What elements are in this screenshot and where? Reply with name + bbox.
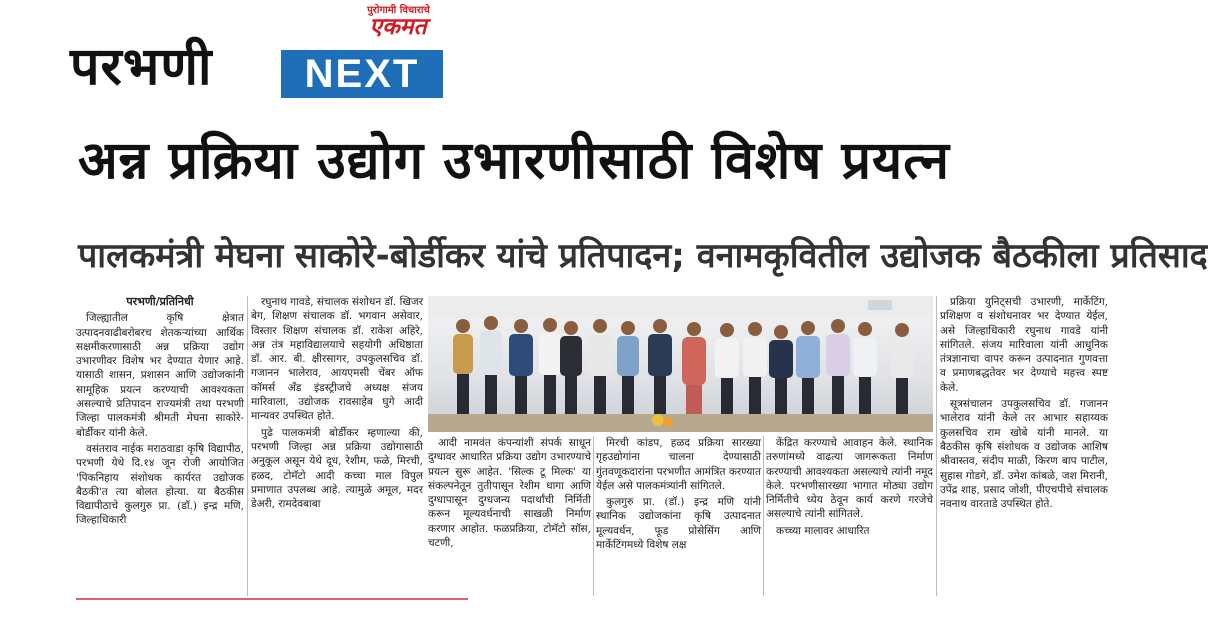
edition-next-logo: NEXT — [281, 50, 443, 98]
article-column-5 — [766, 436, 933, 596]
column-paragraph: रघुनाथ गावडे, संचालक संशोधन डॉ. खिजर बेग, शिक्षण संचालक डॉ. भगवान असेवार, विस्तार शिक्षण संचालक डॉ. राकेश अहिरे, अन्न तंत्र महाविद्यालयाचे सहयोगी अधिष्ठाता डॉ. आर. बी. क्षीरसागर, उपकुलसचिव डॉ. गजानन भालेराव, आयएमसी चेंबर ऑफ कॉमर्स अँड इंडस्ट्रीजचे अध्यक्ष संजय मारिवाला, उद्योजक रावसाहेब घुगे आदी मान्यवर उपस्थित होते. — [251, 296, 423, 423]
column-paragraph: कच्च्या मालावर आधारित — [776, 524, 870, 537]
brand-logo-ekmat: एकमत — [369, 14, 427, 40]
column-paragraph: केंद्रित करण्याचे आवाहन केले. स्थानिक तरुणांमध्ये वाढत्या जागरूकता निर्माण करण्याची आवश्यकता असल्याचे त्यांनी नमूद केले. परभणीसारख्या भागात मोठ्या उद्योग निर्मितीचे ध्येय ठेवून कार्य करणे गरजेचे असल्याचे त्यांनी सांगितले. — [766, 437, 933, 521]
group-photo-image — [428, 296, 933, 432]
article-column-6 — [940, 295, 1108, 597]
column-paragraph: मिरची कांडप, हळद प्रक्रिया सारख्या गृहउद्योगांना चालना देण्यासाठी गुंतवणूकदारांना परभणीत आमंत्रित करण्यात येईल असे पालकमंत्र्यांनी सांगितले. — [596, 437, 761, 492]
column-paragraph: कुलगुरु प्रा. (डॉ.) इन्द्र मणि यांनी स्थानिक उद्योजकांना कृषि उत्पादनात मूल्यवर्धन, फूड प्रोसेसिंग आणि मार्केटिंगमध्ये विशेष लक्ष — [596, 496, 761, 552]
column-divider — [936, 296, 937, 596]
column-paragraph: आदी नामवंत कंपन्यांशी संपर्क साधून दुग्धावर आधारित प्रक्रिया उद्योग उभारण्याचे प्रयत्न सुरू आहेत. 'सिल्क टू मिल्क' या संकल्पनेतून तुतीपासून रेशीम धागा आणि दुग्धापासून दुग्धजन्य पदार्थांची निर्मिती करून मूल्यवर्धनाची साखळी निर्माण करणार आहोत. फळप्रक्रिया, टोमॅटो सॉस, चटणी, — [428, 437, 591, 550]
column-divider — [593, 436, 594, 596]
column-paragraph: वसंतराव नाईक मराठवाडा कृषि विद्यापीठ, परभणी येथे दि.१४ जून रोजी आयोजित 'पिकनिहाय संशोधक कार्यरत उद्योजक बैठकी'त त्या बोलत होत्या. या बैठकीस विद्यापीठाचे कुलगुरु प्रा. (डॉ.) इन्द्र मणि, जिल्हाधिकारी — [76, 442, 244, 527]
column-divider — [247, 296, 248, 596]
article-column-4 — [596, 436, 761, 596]
article-column-1 — [76, 295, 244, 597]
bottom-border-rule — [76, 598, 468, 600]
article-column-2 — [251, 295, 423, 511]
edition-city-title: परभणी — [70, 37, 213, 97]
column-paragraph: जिल्ह्यातील कृषि क्षेत्रात उत्पादनवाढीबरोबरच शेतकऱ्यांच्या आर्थिक सक्षमीकरणासाठी अन्न प्रक्रिया उद्योग उभारणीवर विशेष भर देण्यात येणार आहे. यासाठी शासन, प्रशासन आणि उद्योजकांनी सामूहिक प्रयत्न करण्याची आवश्यकता असल्याचे प्रतिपादन राज्यमंत्री तथा परभणी जिल्हा पालकमंत्री श्रीमती मेघना साकोरे-बोर्डीकर यांनी केले. — [76, 312, 244, 439]
article-dateline: परभणी/प्रतिनिधी — [126, 295, 194, 308]
column-paragraph: पुढे पालकमंत्री बोर्डीकर म्हणाल्या की, परभणी जिल्हा अन्न प्रक्रिया उद्योगासाठी अनुकूल असून येथे दूध, रेशीम, फळे, मिरची, हळद, टोमॅटो आदी कच्चा माल विपुल प्रमाणात उपलब्ध आहे. त्यामुळे अमूल, मदर डेअरी, रामदेवबाबा — [251, 426, 423, 511]
article-column-3 — [428, 436, 591, 596]
column-paragraph: सूत्रसंचालन उपकुलसचिव डॉ. गजानन भालेराव यांनी केले तर आभार सहाय्यक कुलसचिव राम खोबे यांनी मानले. या बैठकीस कृषि संशोधक व उद्योजक आशिष श्रीवास्तव, संदीप माळी, किरण बाप पाटील, सुहास गोडगे, डॉ. उमेश कांबळे, जश मिरानी, उपेंद्र शाह, प्रसाद जोशी, पीएचपीचे संचालक नवनाथ वारताडे उपस्थित होते. — [940, 398, 1108, 511]
article-headline: अन्न प्रक्रिया उद्योग उभारणीसाठी विशेष प्रयत्न — [78, 131, 951, 191]
column-paragraph: प्रक्रिया युनिट्सची उभारणी, मार्केटिंग, प्रशिक्षण व संशोधनावर भर देण्यात येईल, असे जिल्हाधिकारी रघुनाथ गावडे यांनी सांगितले. संजय मारिवाला यांनी आधुनिक तंत्रज्ञानाचा वापर करून उत्पादनात गुणवत्ता व प्रमाणबद्धतेवर भर देण्याचे महत्त्व स्पष्ट केले. — [940, 296, 1108, 394]
column-divider — [763, 436, 764, 596]
photo-people-icon — [428, 296, 933, 432]
brand-tagline: पुरोगामी विचाराचे — [367, 5, 430, 16]
article-subheadline: पालकमंत्री मेघना साकोरे-बोर्डीकर यांचे प्रतिपादन; वनामकृवितील उद्योजक बैठकीला प्रतिसाद — [78, 236, 1208, 276]
